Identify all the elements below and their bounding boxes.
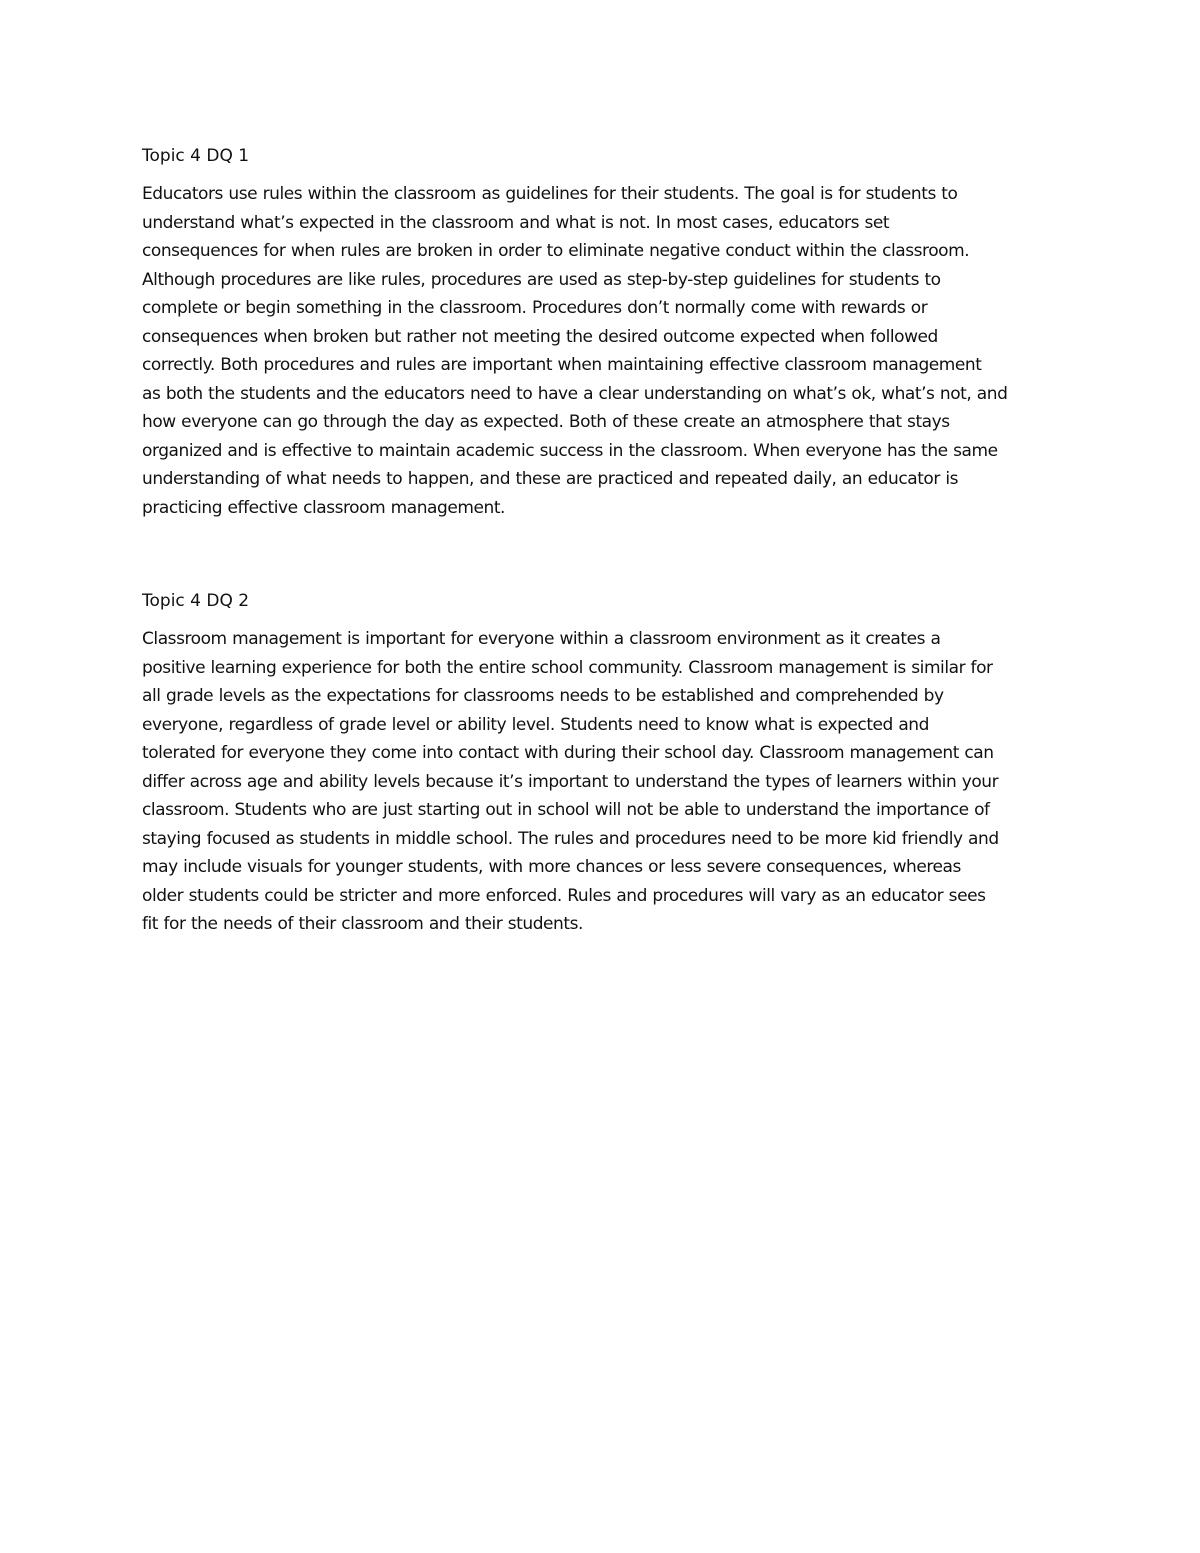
paragraph-line: everyone, regardless of grade level or ability level. Students need to know what is expected and [142,714,929,735]
section-heading: Topic 4 DQ 1 [142,146,250,166]
paragraph-line: consequences for when rules are broken in order to eliminate negative conduct within the classroom. [142,241,970,261]
paragraph-line: as both the students and the educators need to have a clear understanding on what’s ok, what’s not, and [142,383,1008,404]
paragraph-line: Classroom management is important for everyone within a classroom environment as it creates a [142,629,941,649]
section-topic-4-dq-2 [142,590,1062,939]
section-paragraph [142,180,1062,522]
paragraph-line: correctly. Both procedures and rules are important when maintaining effective classroom management [142,355,982,375]
paragraph-line: consequences when broken but rather not meeting the desired outcome expected when followed [142,326,938,347]
paragraph-line: classroom. Students who are just starting out in school will not be able to understand the importance of [142,800,990,820]
paragraph-line: complete or begin something in the classroom. Procedures don’t normally come with rewards or [142,298,928,318]
paragraph-line: all grade levels as the expectations for classrooms needs to be established and comprehended by [142,686,944,706]
section-heading: Topic 4 DQ 2 [142,591,250,611]
paragraph-line: positive learning experience for both the entire school community. Classroom management is similar for [142,657,993,678]
paragraph-line: how everyone can go through the day as expected. Both of these create an atmosphere that stays [142,412,950,432]
paragraph-line: understand what’s expected in the classroom and what is not. In most cases, educators set [142,212,890,233]
paragraph-line: staying focused as students in middle school. The rules and procedures need to be more kid friendly and [142,828,999,849]
paragraph-line: differ across age and ability levels because it’s important to understand the types of learners within your [142,771,999,792]
paragraph-line: tolerated for everyone they come into contact with during their school day. Classroom management can [142,743,994,763]
paragraph-line: fit for the needs of their classroom and their students. [142,914,583,934]
paragraph-line: may include visuals for younger students, with more chances or less severe consequences, whereas [142,857,961,877]
paragraph-line: understanding of what needs to happen, and these are practiced and repeated daily, an educator is [142,469,959,489]
paragraph-line: organized and is effective to maintain academic success in the classroom. When everyone has the same [142,440,998,461]
section-paragraph [142,625,1062,939]
paragraph-line: practicing effective classroom management. [142,497,505,518]
paragraph-line: Although procedures are like rules, procedures are used as step-by-step guidelines for students to [142,269,941,290]
paragraph-line: Educators use rules within the classroom as guidelines for their students. The goal is for students to [142,184,958,204]
section-topic-4-dq-1 [142,145,1062,522]
paragraph-line: older students could be stricter and more enforced. Rules and procedures will vary as an educator sees [142,885,986,906]
